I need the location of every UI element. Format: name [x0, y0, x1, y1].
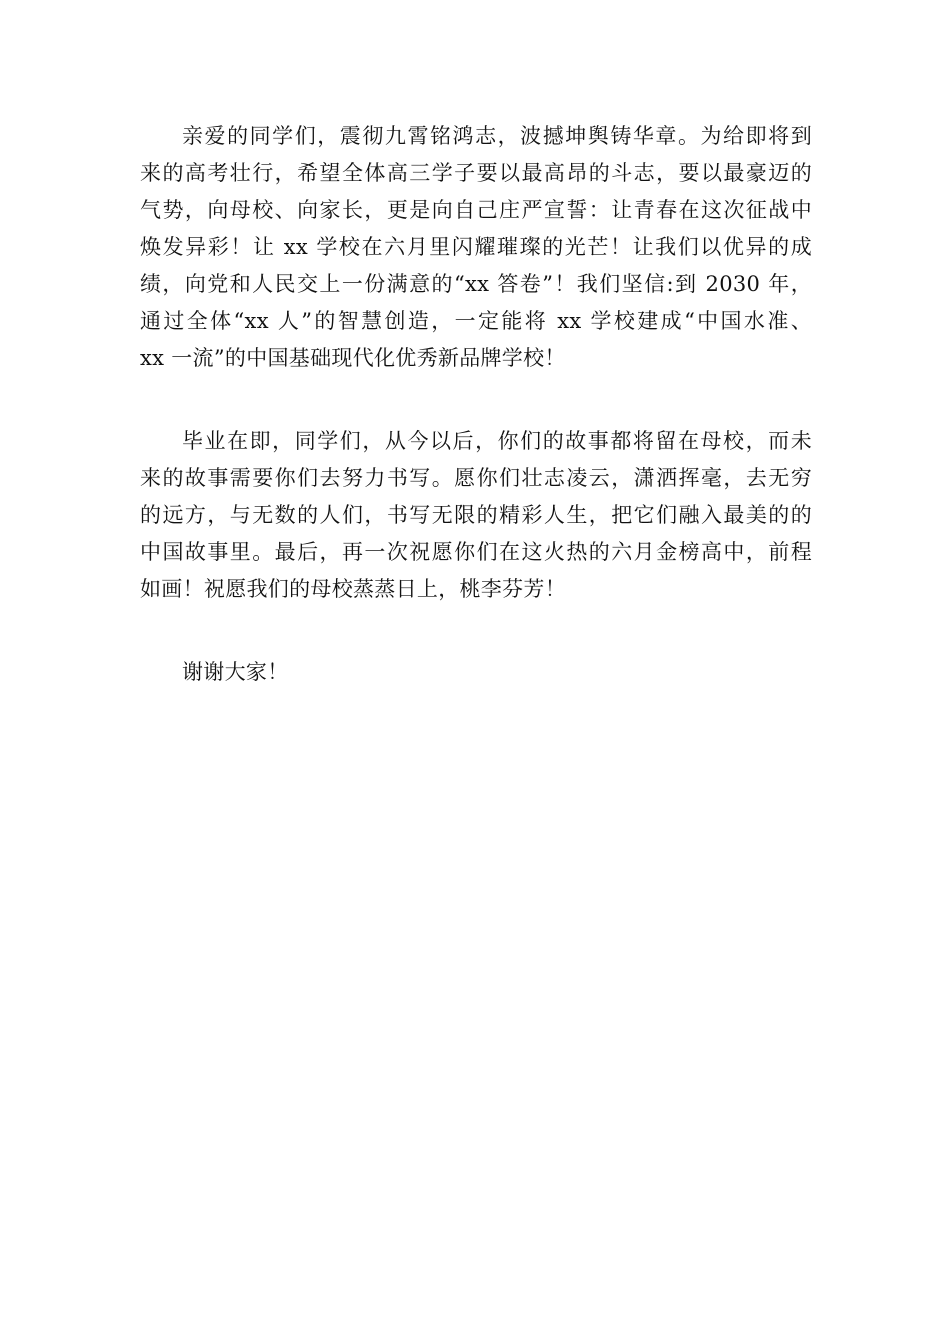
text-line: 如画！祝愿我们的母校蒸蒸日上，桃李芬芳！	[140, 577, 566, 601]
text-line: 中国故事里。最后，再一次祝愿你们在这火热的六月金榜高中，前程	[140, 540, 812, 564]
text-line: xx 一流”的中国基础现代化优秀新品牌学校！	[140, 346, 566, 370]
text-line: 焕发异彩！让 xx 学校在六月里闪耀璀璨的光芒！让我们以优异的成	[140, 235, 812, 259]
paragraph-spacer	[140, 608, 812, 654]
text-line: 来的高考壮行，希望全体高三学子要以最高昂的斗志，要以最豪迈的	[140, 161, 812, 185]
text-line: 毕业在即，同学们，从今以后，你们的故事都将留在母校，而未	[182, 429, 812, 453]
text-line: 谢谢大家！	[182, 660, 289, 684]
text-line: 气势，向母校、向家长，更是向自己庄严宣誓：让青春在这次征战中	[140, 198, 812, 222]
text-line: 通过全体“xx 人”的智慧创造，一定能将 xx 学校建成“中国水准、	[140, 309, 812, 333]
paragraph-farewell	[140, 423, 812, 608]
text-line: 的远方，与无数的人们，书写无限的精彩人生，把它们融入最美的的	[140, 503, 812, 527]
paragraph-spacer	[140, 377, 812, 423]
text-line: 亲爱的同学们，震彻九霄铭鸿志，波撼坤舆铸华章。为给即将到	[182, 124, 812, 148]
text-line: 绩，向党和人民交上一份满意的“xx 答卷”！我们坚信:到 2030 年，	[140, 272, 812, 296]
document-body	[140, 118, 812, 691]
paragraph-closing	[140, 654, 812, 691]
paragraph-opening	[140, 118, 812, 377]
text-line: 来的故事需要你们去努力书写。愿你们壮志凌云，潇洒挥毫，去无穷	[140, 466, 812, 490]
